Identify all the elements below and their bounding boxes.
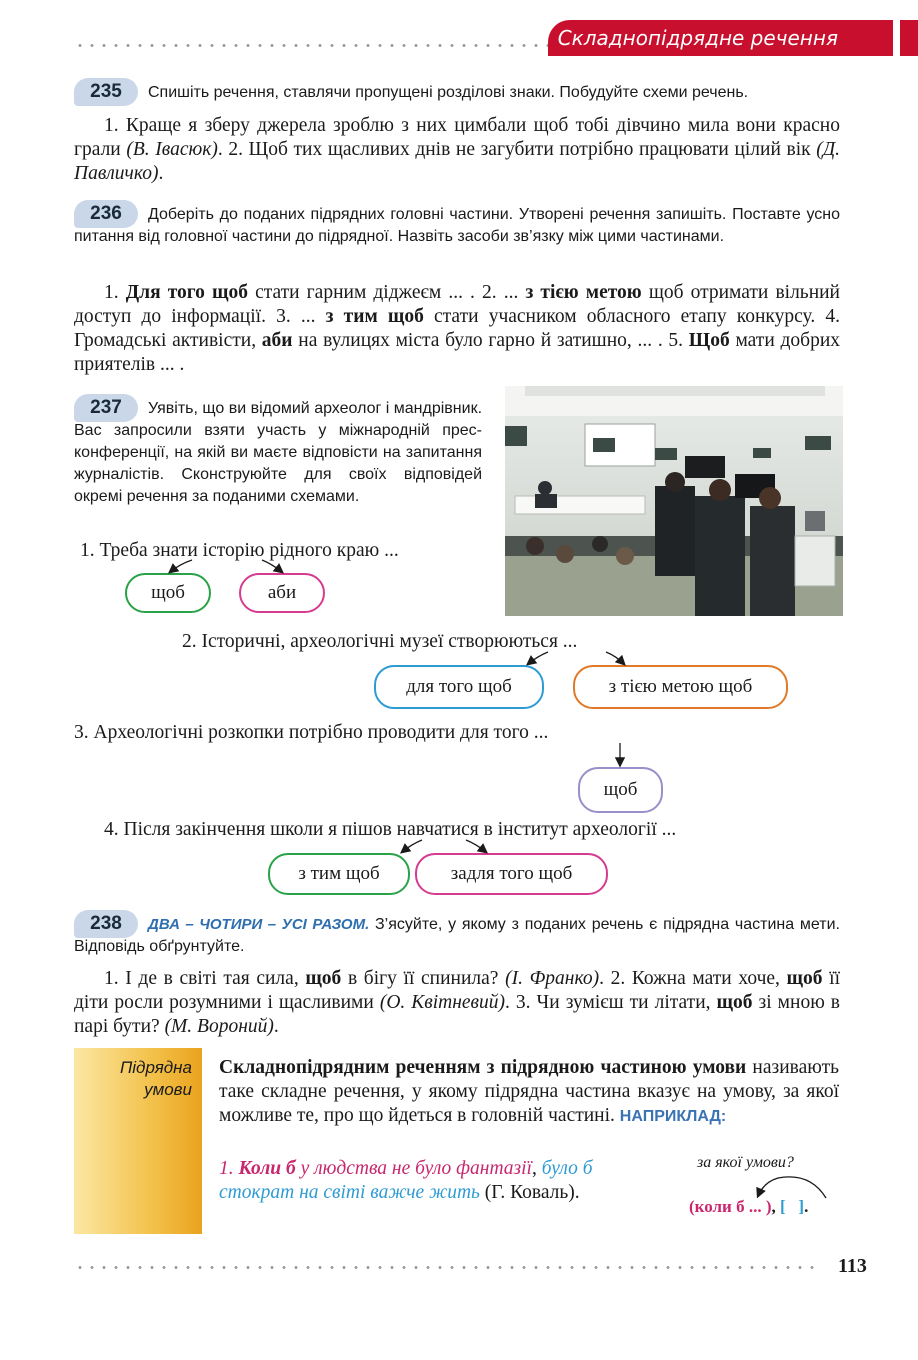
- footer-dots: [74, 1266, 822, 1269]
- ex236-h: аби: [261, 330, 293, 351]
- ex238-source-3: (М. Вороний): [164, 1016, 274, 1037]
- ex236-d: з тією метою: [525, 282, 642, 303]
- ex236-b: Для того щоб: [125, 282, 248, 303]
- ex236-task-text: Доберіть до поданих підрядних головні частини. Утворені речення запишіть. Поставте усно питання від головної частини до підрядної. Назвіть засоби зв’язку між цими частинами.: [74, 206, 840, 245]
- ex238-j: .: [273, 1016, 279, 1037]
- section-title: Складнопідрядне речення: [548, 20, 893, 56]
- ex237-task-text: Уявіть, що ви відомий археолог і мандрівник. Вас запросили взяти участь у міжнародній прес-конференції, на якій ви маєте відповісти на запитання журналістів. Сконструюйте для своїх відповідей окремі речення за поданими схемами.: [74, 400, 483, 505]
- exercise-number-235: 235: [74, 78, 138, 106]
- exercise-238-text: [74, 967, 840, 1039]
- rule-side-label-2: умови: [144, 1080, 192, 1099]
- ex235-source-2: (Д. Павличко): [74, 139, 841, 184]
- rule-ex-blue: було б стократ на світі важче жить: [219, 1158, 593, 1203]
- ex236-e: щоб отримати вільний доступ до інформації. 3. ...: [74, 282, 840, 327]
- rule-ex-num: 1.: [219, 1158, 239, 1179]
- ex237-s2-pill-1: для того щоб: [374, 665, 544, 709]
- ex237-s1-pill-1: щоб: [125, 573, 211, 613]
- ex235-text-b: . 2. Щоб тих щасливих днів не загубити потрібно працювати цілий вік: [217, 139, 811, 160]
- ex235-source-1: (В. Івасюк): [126, 139, 218, 160]
- ex238-e: щоб: [786, 968, 823, 989]
- ex238-label: ДВА – ЧОТИРИ – УСІ РАЗОМ.: [148, 916, 370, 933]
- exercise-number-237: 237: [74, 394, 138, 422]
- ex238-a: 1. І де в світі тая сила,: [104, 968, 306, 989]
- arrow-s2-left: [528, 652, 548, 664]
- rule-ex-pink: у людства не було фантазії: [295, 1158, 532, 1179]
- ex236-a: 1.: [104, 282, 126, 303]
- ex236-g: стати учасником обласного етапу конкурсу. 4. Громадські активісти,: [74, 306, 840, 351]
- ex236-j: Щоб: [688, 330, 730, 351]
- ex238-d: . 2. Кожна мати хоче,: [599, 968, 787, 989]
- rule-ex-comma: ,: [531, 1158, 542, 1179]
- rule-question: за якої умови?: [697, 1154, 794, 1171]
- ex238-source-2: (О. Квітневий): [379, 992, 506, 1013]
- ex237-s4-pill-1: з тим щоб: [268, 853, 410, 895]
- exercise-235-task: Спишіть речення, ставлячи пропущені розділові знаки. Побудуйте схеми речень.: [148, 84, 749, 101]
- ex237-sentence-3: 3. Археологічні розкопки потрібно проводити для того ...: [74, 722, 549, 743]
- rule-scheme-comma: ,: [771, 1197, 781, 1216]
- arrow-s2-right: [606, 652, 624, 664]
- rule-ex-source: (Г. Коваль).: [479, 1182, 580, 1203]
- arrow-s1-right: [262, 560, 282, 572]
- ex237-s4-pill-2: задля того щоб: [415, 853, 608, 895]
- rule-ex-conj: Коли б: [238, 1158, 296, 1179]
- ex235-text-a: 1. Краще я зберу джерела зроблю з них цимбали щоб тобі дівчино мила вони красно грали: [74, 115, 840, 160]
- ex237-s1-pill-2: аби: [239, 573, 325, 613]
- ex236-c: стати гарним діджеєм ... . 2. ...: [247, 282, 526, 303]
- exercise-number-238: 238: [74, 910, 138, 938]
- page-number: 113: [838, 1255, 867, 1277]
- rule-example: [219, 1157, 654, 1205]
- arrow-s1-left: [170, 560, 192, 572]
- ex238-h: щоб: [716, 992, 753, 1013]
- ex237-s3-pill-1: щоб: [578, 767, 663, 813]
- rule-definition: [219, 1056, 839, 1129]
- ex237-sentence-4: 4. Після закінчення школи я пішов навчатися в інститут археології ...: [104, 819, 677, 840]
- rule-side-label-box: [74, 1048, 202, 1234]
- ex238-task-text: З’ясуйте, у якому з поданих речень є підрядна частина мети. Відповідь обґрунтуйте.: [74, 916, 840, 955]
- ex238-c: в бігу її спинила?: [341, 968, 506, 989]
- rule-side-label-1: Підрядна: [119, 1058, 192, 1077]
- ex236-f: з тим щоб: [325, 306, 424, 327]
- rule-scheme-pink: (коли б ... ): [689, 1197, 772, 1216]
- ex238-f: її діти росли розумними і щасливими: [74, 968, 840, 1013]
- rule-scheme-blue: [ ]: [780, 1197, 805, 1216]
- ex238-b: щоб: [305, 968, 342, 989]
- rule-example-label: НАПРИКЛАД:: [619, 1108, 727, 1125]
- rule-rest: називають таке складне речення, у якому підрядна частина вказує на умову, за якої можливе те, про що йдеться в головній частині.: [219, 1057, 839, 1126]
- ex237-sentence-1: 1. Треба знати історію рідного краю ...: [80, 540, 399, 561]
- rule-term: Складнопідрядним реченням з підрядною частиною умови: [219, 1057, 747, 1078]
- arrow-s4-right: [466, 840, 486, 852]
- ex237-sentence-2: 2. Історичні, археологічні музеї створюються ...: [182, 631, 578, 652]
- ex237-s2-pill-2: з тією метою щоб: [573, 665, 788, 709]
- exercise-number-236: 236: [74, 200, 138, 228]
- ex238-i: зі мною в парі бути?: [74, 992, 841, 1037]
- ex238-source-1: (І. Франко): [505, 968, 600, 989]
- ex235-text-c: .: [158, 163, 164, 184]
- ex238-g: . 3. Чи зумієш ти літати,: [505, 992, 717, 1013]
- ex236-i: на вулицях міста було гарно й затишно, ... . 5.: [292, 330, 689, 351]
- arrow-s4-left: [402, 840, 422, 852]
- rule-scheme-dot: .: [804, 1197, 809, 1216]
- exercise-238-task: [74, 914, 840, 958]
- ex236-k: мати добрих приятелів ... .: [74, 330, 841, 375]
- rule-scheme: [689, 1197, 808, 1217]
